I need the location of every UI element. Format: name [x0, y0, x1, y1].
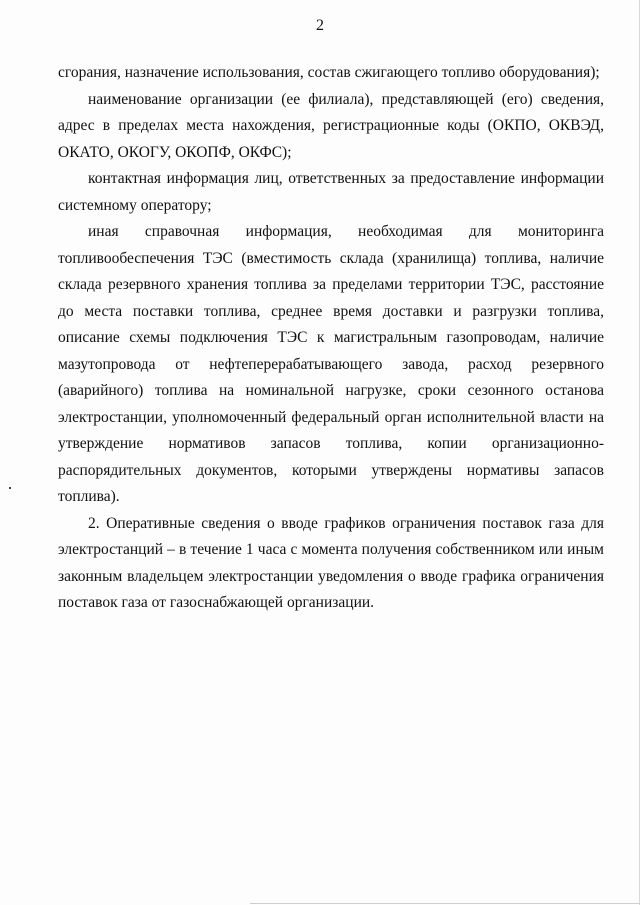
paragraph-operational-data: 2. Оперативные сведения о вводе графиков ограничения поставок газа для электростанций – в течение 1 часа с момента получения собственником или иным законным владельцем электростанции уведомления о вводе графика ограничения поставок газа от газоснабжающей организации. — [58, 514, 604, 611]
scan-margin-dot — [9, 487, 11, 489]
paragraph-reference-information: иная справочная информация, необходимая для мониторинга топливообеспечения ТЭС (вместимость склада (хранилища) топлива, наличие склада резервного хранения топлива за пределами территории ТЭС, расстояние до места поставки топлива, среднее время доставки и разгрузки топлива, описание схемы подключения ТЭС к магистральным газопроводам, наличие мазутопровода от нефтеперерабатывающего завода, расход резервного (аварийного) топлива на номинальной нагрузке, сроки сезонного останова электростанции, уполномоченный федеральный орган исполнительной власти на утверждение нормативов запасов топлива, копии организационно-распорядительных документов, которыми утверждены нормативы запасов топлива). — [58, 223, 604, 505]
page-number: 2 — [316, 17, 324, 34]
scan-bottom-edge — [250, 903, 640, 904]
paragraph-organization-name: наименование организации (ее филиала), представляющей (его) сведения, адрес в пределах места нахождения, регистрационные коды (ОКПО, ОКВЭД, ОКАТО, ОКОГУ, ОКОПФ, ОКФС); — [58, 90, 604, 161]
paragraph-contact-information: контактная информация лиц, ответственных за предоставление информации системному оператору; — [58, 170, 604, 214]
paragraph-combustion-equipment: сгорания, назначение использования, состав сжигающего топливо оборудования); — [58, 64, 600, 81]
document-body — [58, 60, 604, 617]
